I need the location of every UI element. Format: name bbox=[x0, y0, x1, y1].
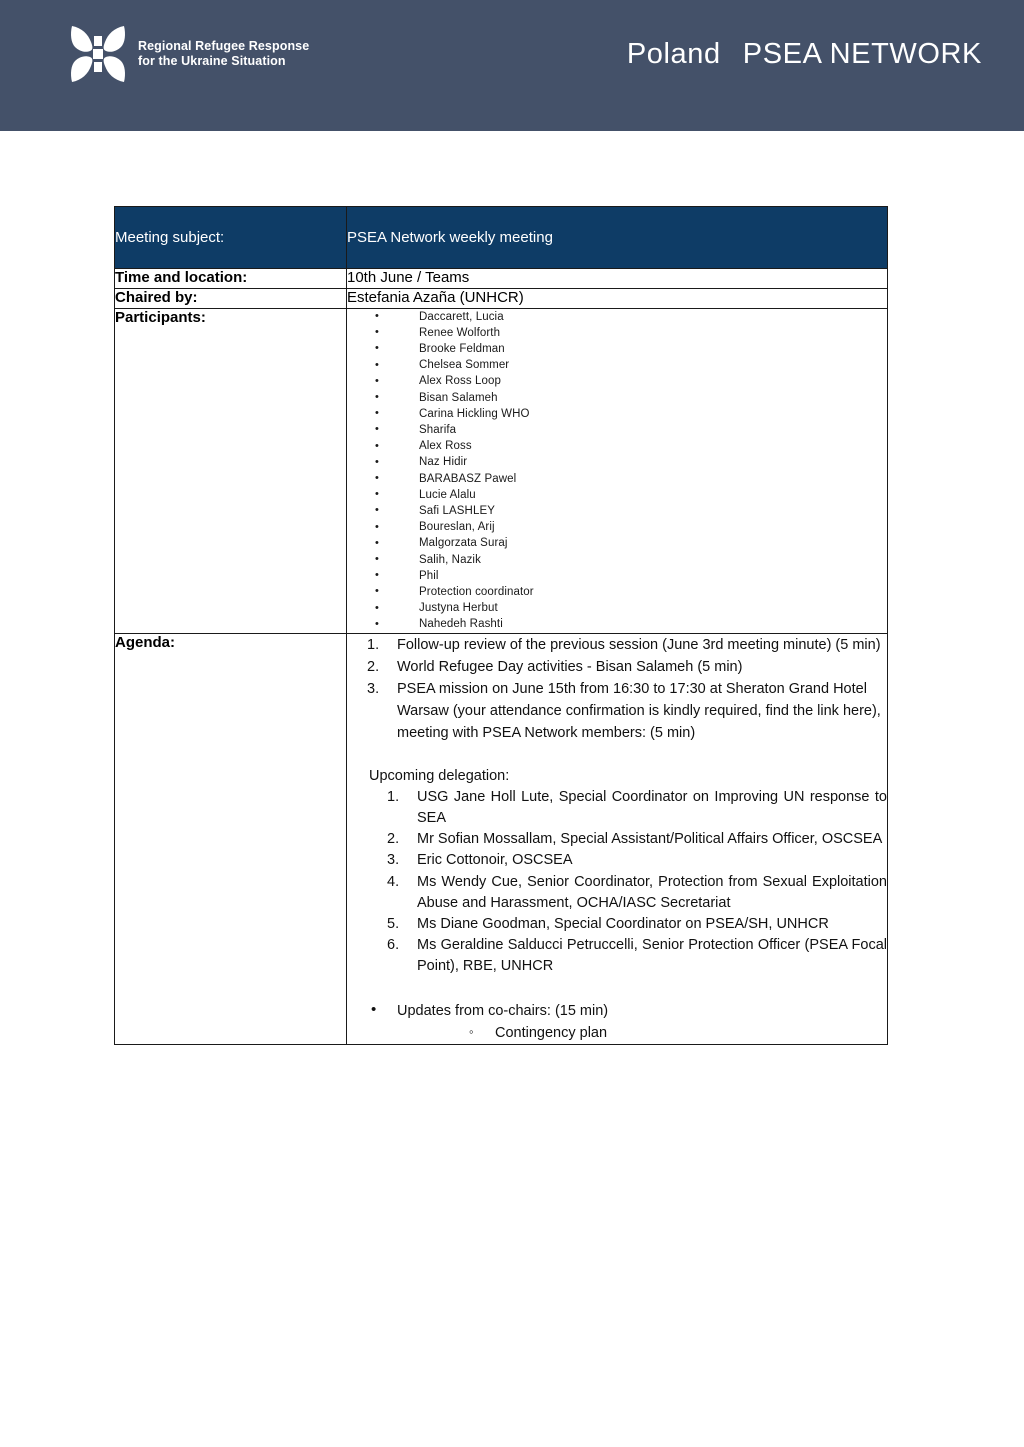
table-row-participants bbox=[115, 308, 888, 633]
participant-item: • Malgorzata Suraj bbox=[347, 535, 887, 551]
participant-item: • Sharifa bbox=[347, 422, 887, 438]
meeting-minutes-table bbox=[114, 206, 888, 1045]
agenda-item-text: Follow-up review of the previous session (June 3rd meeting minute) (5 min) bbox=[397, 636, 881, 653]
time-location-value-cell bbox=[347, 269, 888, 289]
delegation-item-number: 6. bbox=[387, 937, 400, 954]
participant-item: • Daccarett, Lucia bbox=[347, 309, 887, 325]
participant-item: • Brooke Feldman bbox=[347, 341, 887, 357]
time-location-label: Time and location: bbox=[115, 269, 248, 286]
meeting-subject-value: PSEA Network weekly meeting bbox=[347, 229, 553, 246]
participants-value-cell bbox=[347, 308, 888, 633]
agenda-item-list bbox=[347, 634, 887, 745]
delegation-item bbox=[369, 872, 887, 914]
chaired-by-label: Chaired by: bbox=[115, 288, 198, 306]
meeting-subject-label-cell bbox=[115, 207, 347, 269]
header-country: Poland bbox=[626, 38, 721, 70]
agenda-item bbox=[347, 656, 887, 678]
header-network-title: PSEA NETWORK bbox=[742, 38, 982, 70]
participant-item: • BARABASZ Pawel bbox=[347, 471, 887, 487]
delegation-item bbox=[369, 829, 887, 850]
cochair-updates-item bbox=[347, 1000, 887, 1044]
page-header-band bbox=[0, 0, 1024, 131]
participant-item: • Phil bbox=[347, 568, 887, 584]
delegation-item bbox=[369, 850, 887, 871]
delegation-item-number: 5. bbox=[387, 916, 400, 932]
time-location-value: 10th June / Teams bbox=[347, 269, 470, 286]
agenda-item-text: World Refugee Day activities - Bisan Salameh (5 min) bbox=[397, 658, 743, 675]
agenda-label: Agenda: bbox=[115, 633, 175, 651]
delegation-item-text: Ms Geraldine Salducci Petruccelli, Senior Protection Officer (PSEA Focal Point), RBE, UNHCR bbox=[417, 937, 887, 975]
table-row-meeting-subject bbox=[115, 207, 888, 269]
delegation-item-number: 2. bbox=[387, 831, 400, 848]
agenda-value-cell bbox=[347, 633, 888, 1044]
table-row-time-location bbox=[115, 269, 888, 289]
agenda-item-number: 1. bbox=[367, 636, 380, 653]
delegation-item-text: Ms Diane Goodman, Special Coordinator on PSEA/SH, UNHCR bbox=[417, 916, 829, 932]
chaired-by-label-cell bbox=[115, 288, 347, 308]
participant-item: • Bisan Salameh bbox=[347, 390, 887, 406]
organization-logo bbox=[66, 22, 309, 86]
agenda-item bbox=[347, 678, 887, 745]
participants-list bbox=[347, 309, 887, 633]
participant-item: • Nahedeh Rashti bbox=[347, 616, 887, 632]
cochair-updates-block bbox=[347, 1000, 887, 1044]
agenda-label-cell bbox=[115, 633, 347, 1044]
participants-label-cell bbox=[115, 308, 347, 633]
delegation-item-text: Eric Cottonoir, OSCSEA bbox=[417, 852, 573, 869]
cochair-sub-item: ◦ Contingency plan bbox=[397, 1022, 887, 1044]
participant-item: • Protection coordinator bbox=[347, 584, 887, 600]
delegation-item-text: Mr Sofian Mossallam, Special Assistant/Political Affairs Officer, OSCSEA bbox=[417, 831, 883, 848]
participant-item: • Justyna Herbut bbox=[347, 600, 887, 616]
delegation-item bbox=[369, 935, 887, 977]
delegation-item-number: 1. bbox=[387, 788, 400, 805]
delegation-item bbox=[369, 787, 887, 829]
meeting-subject-label: Meeting subject: bbox=[115, 229, 225, 246]
participant-item: • Naz Hidir bbox=[347, 454, 887, 470]
participant-item: • Lucie Alalu bbox=[347, 487, 887, 503]
delegation-item-text: USG Jane Holl Lute, Special Coordinator on Improving UN response to SEA bbox=[417, 788, 887, 826]
participant-item: • Boureslan, Arij bbox=[347, 519, 887, 535]
participant-item: • Alex Ross Loop bbox=[347, 373, 887, 389]
participant-item: • Renee Wolforth bbox=[347, 325, 887, 341]
upcoming-delegation-block bbox=[347, 765, 887, 978]
delegation-list bbox=[369, 787, 887, 978]
logo-wordmark bbox=[138, 39, 309, 70]
delegation-item-number: 3. bbox=[387, 852, 400, 869]
cochair-sub-list bbox=[397, 1022, 887, 1044]
agenda-item-number: 2. bbox=[367, 658, 380, 675]
delegation-item-text: Ms Wendy Cue, Senior Coordinator, Protection from Sexual Exploitation Abuse and Harassment, OCHA/IASC Secretariat bbox=[417, 873, 887, 911]
participant-item: • Salih, Nazik bbox=[347, 552, 887, 568]
participant-item: • Carina Hickling WHO bbox=[347, 406, 887, 422]
agenda-item-number: 3. bbox=[367, 680, 380, 697]
table-row-agenda bbox=[115, 633, 888, 1044]
meeting-subject-value-cell bbox=[347, 207, 888, 269]
time-location-label-cell bbox=[115, 269, 347, 289]
agenda-item-text: PSEA mission on June 15th from 16:30 to 17:30 at Sheraton Grand Hotel Warsaw (your attendance confirmation is kindly required, find the link here), meeting with PSEA Network members: (5 min) bbox=[397, 680, 881, 742]
delegation-item-number: 4. bbox=[387, 873, 400, 890]
participant-item: • Safi LASHLEY bbox=[347, 503, 887, 519]
participants-label: Participants: bbox=[115, 308, 206, 326]
table-row-chaired-by bbox=[115, 288, 888, 308]
chaired-by-value-cell bbox=[347, 288, 888, 308]
participant-item: • Chelsea Sommer bbox=[347, 357, 887, 373]
logo-line-1: Regional Refugee Response bbox=[138, 38, 310, 53]
participant-item: • Alex Ross bbox=[347, 438, 887, 454]
agenda-item bbox=[347, 634, 887, 656]
delegation-item bbox=[369, 914, 887, 935]
upcoming-delegation-title: Upcoming delegation: bbox=[369, 767, 510, 784]
regional-refugee-response-logo-icon bbox=[66, 22, 130, 86]
logo-line-2: for the Ukraine Situation bbox=[138, 54, 286, 68]
header-title-group bbox=[627, 38, 982, 71]
cochair-updates-label: Updates from co-chairs: (15 min) bbox=[397, 1002, 609, 1019]
chaired-by-value: Estefania Azaña (UNHCR) bbox=[347, 288, 524, 306]
